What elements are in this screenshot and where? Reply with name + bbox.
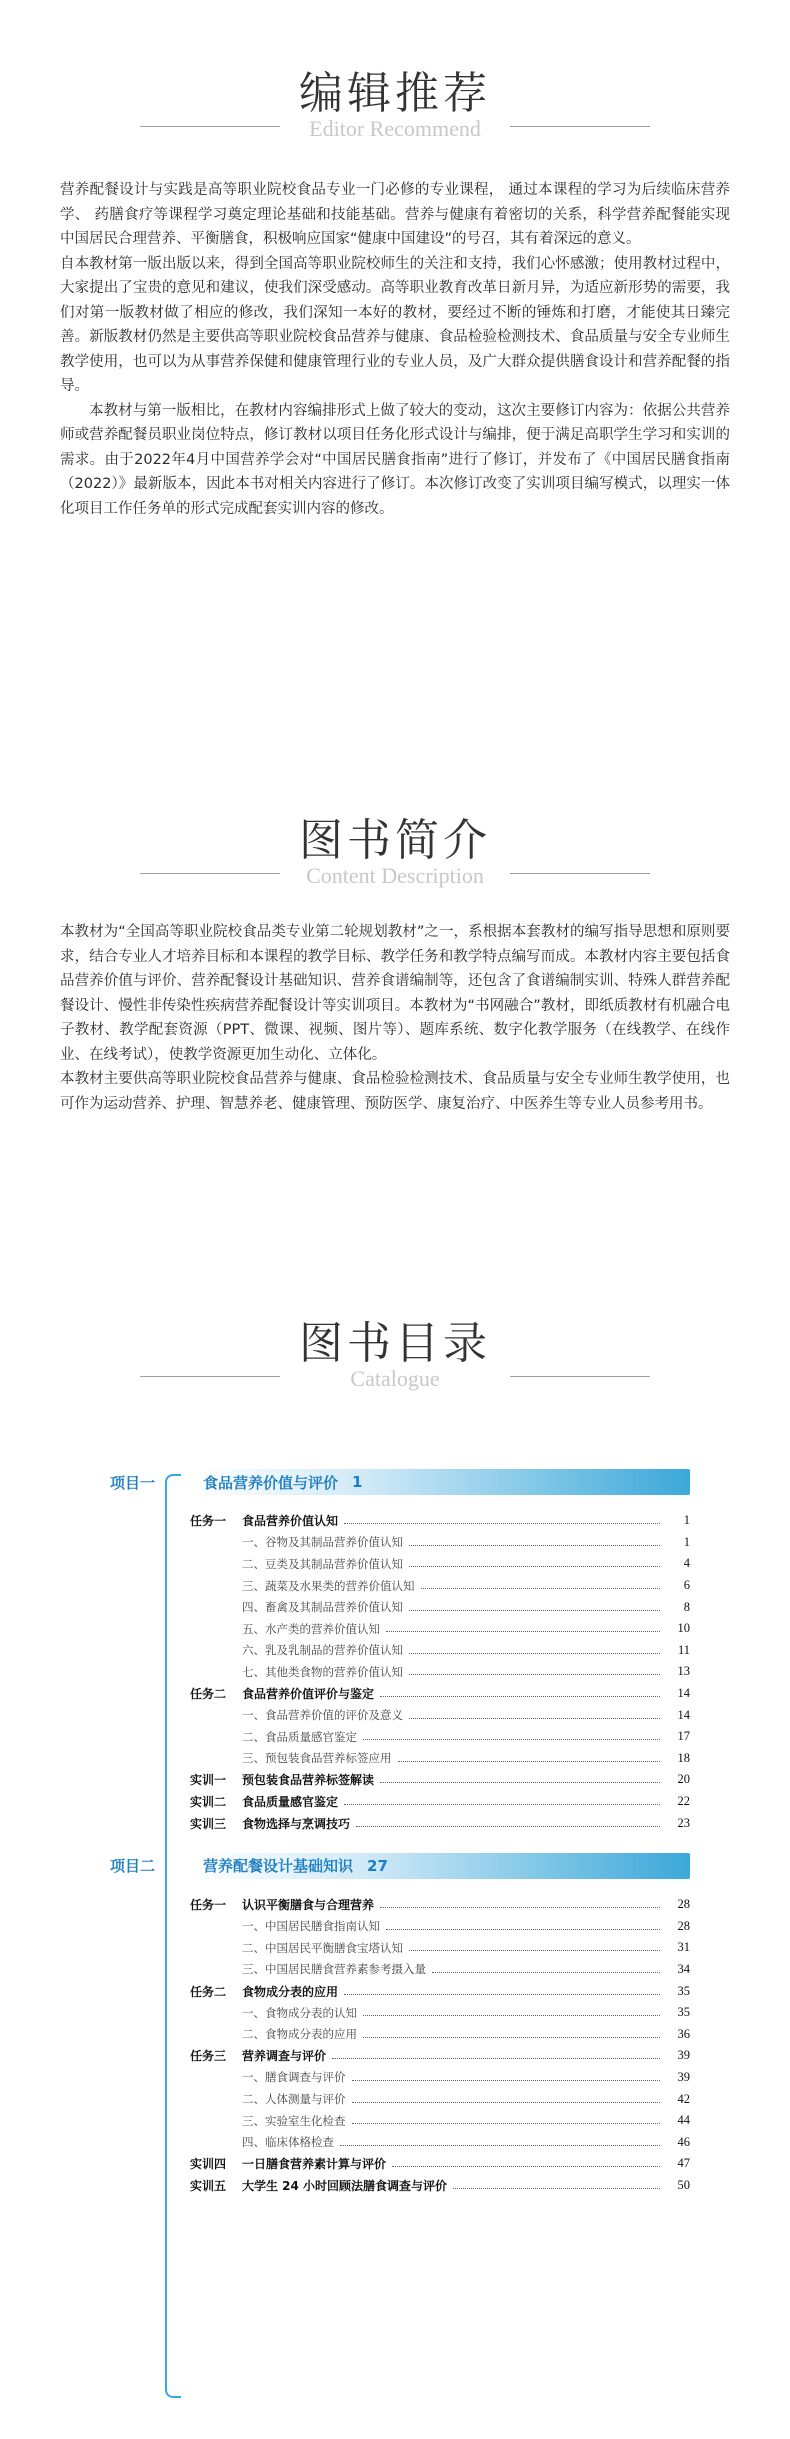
dot-leader — [409, 1950, 660, 1951]
toc-entry-text: 认识平衡膳食与合理营养 — [242, 1898, 375, 1913]
toc-subsection-row[interactable] — [190, 1748, 690, 1770]
toc-entry-text: 二、中国居民平衡膳食宝塔认知 — [242, 1940, 403, 1955]
divider-line — [510, 1376, 650, 1377]
dot-leader — [344, 1994, 660, 1995]
toc-label: 实训一 — [190, 1773, 227, 1788]
section-subtitle: Content Description — [306, 863, 484, 888]
toc-subsection-row[interactable] — [190, 1575, 690, 1597]
toc-entry-text: 食物成分表的应用 — [242, 1984, 339, 1999]
toc-page-number: 11 — [677, 1642, 690, 1657]
toc-practice-row[interactable] — [190, 1769, 690, 1791]
toc-label: 实训四 — [190, 2157, 227, 2172]
toc-page-number: 46 — [677, 2134, 690, 2149]
toc-practice-row[interactable] — [190, 2175, 690, 2197]
toc-entry-text: 二、人体测量与评价 — [242, 2092, 346, 2107]
dot-leader — [421, 1588, 661, 1589]
toc-entry-text: 一、谷物及其制品营养价值认知 — [242, 1535, 403, 1550]
toc-entry-text: 食品营养价值认知 — [242, 1514, 339, 1529]
dot-leader — [392, 2166, 660, 2167]
toc-task-row[interactable] — [190, 1510, 690, 1532]
toc-subsection-row[interactable] — [190, 1937, 690, 1959]
dot-leader — [380, 1696, 660, 1697]
toc-subsection-row[interactable] — [190, 1959, 690, 1981]
dot-leader — [332, 2058, 660, 2059]
toc-entry-text: 五、水产类的营养价值认知 — [242, 1621, 380, 1636]
toc-subsection-row[interactable] — [190, 2110, 690, 2132]
dot-leader — [453, 2188, 660, 2189]
toc-subsection-row[interactable] — [190, 1916, 690, 1938]
toc-label: 实训五 — [190, 2178, 227, 2193]
toc-entry-text: 七、其他类食物的营养价值认知 — [242, 1664, 403, 1679]
paragraph: 本教材为“全国高等职业院校食品类专业第二轮规划教材”之一，系根据本套教材的编写指导思想和原则要求，结合专业人才培养目标和本课程的教学目标、教学任务和教学特点编写而成。本教材内容主要包括食品营养价值与评价、营养配餐设计基础知识、营养食谱编制等，还包含了食谱编制实训、特殊人群营养配餐设计、慢性非传染性疾病营养配餐设计等实训项目。本教材为“书网融合”教材，即纸质教材有机融合电子教材、教学配套资源（PPT、微课、视频、图片等）、题库系统、数字化教学服务（在线教学、在线作业、在线考试），使教学资源更加生动化、立体化。 — [60, 924, 730, 1063]
toc-entry-text: 食品质量感官鉴定 — [242, 1795, 339, 1810]
toc-entry-text: 四、畜禽及其制品营养价值认知 — [242, 1600, 403, 1615]
divider-line — [140, 1376, 280, 1377]
dot-leader — [363, 1739, 660, 1740]
dot-leader — [409, 1653, 660, 1654]
toc-entry-text: 食物选择与烹调技巧 — [242, 1816, 351, 1831]
dot-leader — [363, 2015, 660, 2016]
toc-entry-text: 六、乳及乳制品的营养价值认知 — [242, 1643, 403, 1658]
dot-leader — [409, 1718, 660, 1719]
paragraph: 自本教材第一版出版以来，得到全国高等职业院校师生的关注和支持，我们心怀感激；使用教材过程中，大家提出了宝贵的意见和建议，使我们深受感动。高等职业教育改革日新月异，为适应新形势的需要，我们对第一版教材做了相应的修改，我们深知一本好的教材，要经过不断的锤炼和打磨，才能使其日臻完善。新版教材仍然是主要供高等职业院校食品营养与健康、食品检验检测技术、食品质量与安全专业师生教学使用，也可以为从事营养保健和健康管理行业的专业人员，及广大群众提供膳食设计和营养配餐的指导。 — [60, 255, 730, 394]
catalogue-bracket — [165, 1474, 181, 2398]
toc-entry-text: 二、食品质量感官鉴定 — [242, 1729, 357, 1744]
toc-page-number: 4 — [683, 1556, 690, 1571]
toc-entry-text: 一、中国居民膳食指南认知 — [242, 1919, 380, 1934]
toc-subsection-row[interactable] — [190, 1726, 690, 1748]
section-title: 图书目录 — [299, 1318, 491, 1369]
toc-label: 任务三 — [190, 2049, 227, 2064]
toc-entry-text: 一、膳食调查与评价 — [242, 2070, 346, 2085]
divider-line — [140, 126, 280, 127]
paragraph: 本教材主要供高等职业院校食品营养与健康、食品检验检测技术、食品质量与安全专业师生教学使用，也可作为运动营养、护理、智慧养老、健康管理、预防医学、康复治疗、中医养生等专业人员参考用书。 — [60, 1071, 730, 1112]
dot-leader — [409, 1674, 660, 1675]
toc-label: 任务一 — [190, 1898, 227, 1913]
dot-leader — [409, 1610, 660, 1611]
toc-entry-text: 二、食物成分表的应用 — [242, 2027, 357, 2042]
catalogue-header — [0, 1318, 790, 1392]
toc-page-number: 14 — [677, 1707, 690, 1722]
toc-task-row[interactable] — [190, 1683, 690, 1705]
toc-entry-text: 食品营养价值评价与鉴定 — [242, 1687, 375, 1702]
toc-page-number: 50 — [677, 2177, 690, 2192]
toc-page-number: 20 — [677, 1772, 690, 1787]
dot-leader — [344, 1804, 660, 1805]
toc-subsection-row[interactable] — [190, 2023, 690, 2045]
table-of-contents — [110, 1462, 690, 2208]
section-title: 编辑推荐 — [299, 68, 491, 119]
project-heading[interactable] — [110, 1462, 690, 1502]
toc-page-number: 28 — [677, 1897, 690, 1912]
toc-entry-text: 四、临床体格检查 — [242, 2135, 334, 2150]
toc-page-number: 42 — [677, 2091, 690, 2106]
toc-page-number: 18 — [677, 1750, 690, 1765]
section-title: 图书简介 — [299, 815, 491, 866]
dot-leader — [352, 2080, 661, 2081]
toc-subsection-row[interactable] — [190, 1661, 690, 1683]
dot-leader — [356, 1826, 660, 1827]
toc-subsection-row[interactable] — [190, 2088, 690, 2110]
dot-leader — [386, 1631, 660, 1632]
toc-task-row[interactable] — [190, 1894, 690, 1916]
project-contents — [190, 1510, 690, 1834]
toc-subsection-row[interactable] — [190, 2067, 690, 2089]
project-title: 食品营养价值与评价 — [203, 1473, 339, 1492]
section-subtitle: Editor Recommend — [309, 116, 481, 141]
toc-page-number: 36 — [677, 2026, 690, 2041]
toc-page-number: 34 — [677, 1961, 690, 1976]
editor-recommend-text — [60, 178, 730, 521]
project-heading[interactable] — [110, 1846, 690, 1886]
divider-line — [510, 126, 650, 127]
toc-subsection-row[interactable] — [190, 2131, 690, 2153]
toc-subsection-row[interactable] — [190, 1532, 690, 1554]
toc-page-number: 28 — [677, 1918, 690, 1933]
toc-page-number: 39 — [677, 2069, 690, 2084]
toc-page-number: 13 — [677, 1664, 690, 1679]
toc-practice-row[interactable] — [190, 1791, 690, 1813]
editor-recommend-header — [0, 68, 790, 142]
project-contents — [190, 1894, 690, 2196]
dot-leader — [344, 1523, 660, 1524]
toc-entry-text: 营养调查与评价 — [242, 2049, 327, 2064]
dot-leader — [352, 2102, 661, 2103]
toc-label: 任务一 — [190, 1514, 227, 1529]
toc-task-row[interactable] — [190, 2045, 690, 2067]
toc-page-number: 23 — [677, 1815, 690, 1830]
divider-line — [140, 873, 280, 874]
dot-leader — [380, 1782, 660, 1783]
toc-page-number: 44 — [677, 2113, 690, 2128]
toc-page-number: 22 — [677, 1794, 690, 1809]
toc-page-number: 1 — [683, 1534, 690, 1549]
toc-subsection-row[interactable] — [190, 1553, 690, 1575]
dot-leader — [409, 1545, 660, 1546]
toc-entry-text: 一、食物成分表的认知 — [242, 2005, 357, 2020]
toc-page-number: 17 — [677, 1729, 690, 1744]
dot-leader — [398, 1761, 661, 1762]
paragraph: 营养配餐设计与实践是高等职业院校食品专业一门必修的专业课程， 通过本课程的学习为后续临床营养学、 药膳食疗等课程学习奠定理论基础和技能基础。营养与健康有着密切的关系，科学营养配餐能实现中国居民合理营养、平衡膳食，积极响应国家“健康中国建设”的号召，其有着深远的意义。 — [60, 182, 730, 247]
content-description-text — [60, 920, 730, 1116]
toc-task-row[interactable] — [190, 1980, 690, 2002]
toc-entry-text: 三、实验室生化检查 — [242, 2113, 346, 2128]
toc-page-number: 6 — [683, 1578, 690, 1593]
project-title: 营养配餐设计基础知识 — [203, 1857, 354, 1876]
dot-leader — [352, 2123, 661, 2124]
paragraph: 本教材与第一版相比，在教材内容编排形式上做了较大的变动，这次主要修订内容为：依据公共营养师或营养配餐员职业岗位特点，修订教材以项目任务化形式设计与编排，便于满足高职学生学习和实训的需求。由于2022年4月中国营养学会对“中国居民膳食指南”进行了修订，并发布了《中国居民膳食指南（2022）》最新版本，因此本书对相关内容进行了修订。本次修订改变了实训项目编写模式，以理实一体化项目工作任务单的形式完成配套实训内容的修改。 — [60, 402, 730, 517]
toc-entry-text: 一、食品营养价值的评价及意义 — [242, 1708, 403, 1723]
toc-page-number: 1 — [683, 1513, 690, 1528]
toc-page-number: 14 — [677, 1686, 690, 1701]
toc-entry-text: 二、豆类及其制品营养价值认知 — [242, 1556, 403, 1571]
toc-entry-text: 三、预包装食品营养标签应用 — [242, 1751, 392, 1766]
project-page: 1 — [352, 1473, 363, 1491]
toc-label: 任务二 — [190, 1687, 227, 1702]
toc-entry-text: 三、中国居民膳食营养素参考摄入量 — [242, 1962, 426, 1977]
toc-page-number: 35 — [677, 2005, 690, 2020]
project-bar — [195, 1853, 690, 1879]
toc-page-number: 10 — [677, 1621, 690, 1636]
toc-subsection-row[interactable] — [190, 1596, 690, 1618]
toc-label: 实训二 — [190, 1795, 227, 1810]
section-subtitle: Catalogue — [350, 1366, 440, 1391]
dot-leader — [409, 1566, 660, 1567]
toc-practice-row[interactable] — [190, 2153, 690, 2175]
toc-page-number: 39 — [677, 2048, 690, 2063]
toc-page-number: 31 — [677, 1940, 690, 1955]
toc-entry-text: 预包装食品营养标签解读 — [242, 1773, 375, 1788]
dot-leader — [386, 1929, 660, 1930]
content-description-header — [0, 815, 790, 889]
dot-leader — [340, 2145, 660, 2146]
toc-subsection-row[interactable] — [190, 1640, 690, 1662]
project-bar — [195, 1469, 690, 1495]
toc-label: 实训三 — [190, 1816, 227, 1831]
toc-subsection-row[interactable] — [190, 1618, 690, 1640]
toc-practice-row[interactable] — [190, 1812, 690, 1834]
toc-page-number: 47 — [677, 2156, 690, 2171]
toc-entry-text: 一日膳食营养素计算与评价 — [242, 2157, 387, 2172]
toc-subsection-row[interactable] — [190, 2002, 690, 2024]
dot-leader — [432, 1972, 660, 1973]
divider-line — [510, 873, 650, 874]
toc-subsection-row[interactable] — [190, 1704, 690, 1726]
toc-label: 任务二 — [190, 1984, 227, 1999]
project-number: 项目一 — [110, 1473, 156, 1492]
toc-page-number: 35 — [677, 1983, 690, 1998]
dot-leader — [363, 2037, 660, 2038]
project-number: 项目二 — [110, 1857, 156, 1876]
dot-leader — [380, 1907, 660, 1908]
toc-entry-text: 三、蔬菜及水果类的营养价值认知 — [242, 1578, 415, 1593]
project-page: 27 — [367, 1856, 388, 1875]
toc-entry-text: 大学生 24 小时回顾法膳食调查与评价 — [242, 2178, 448, 2193]
toc-page-number: 8 — [683, 1599, 690, 1614]
